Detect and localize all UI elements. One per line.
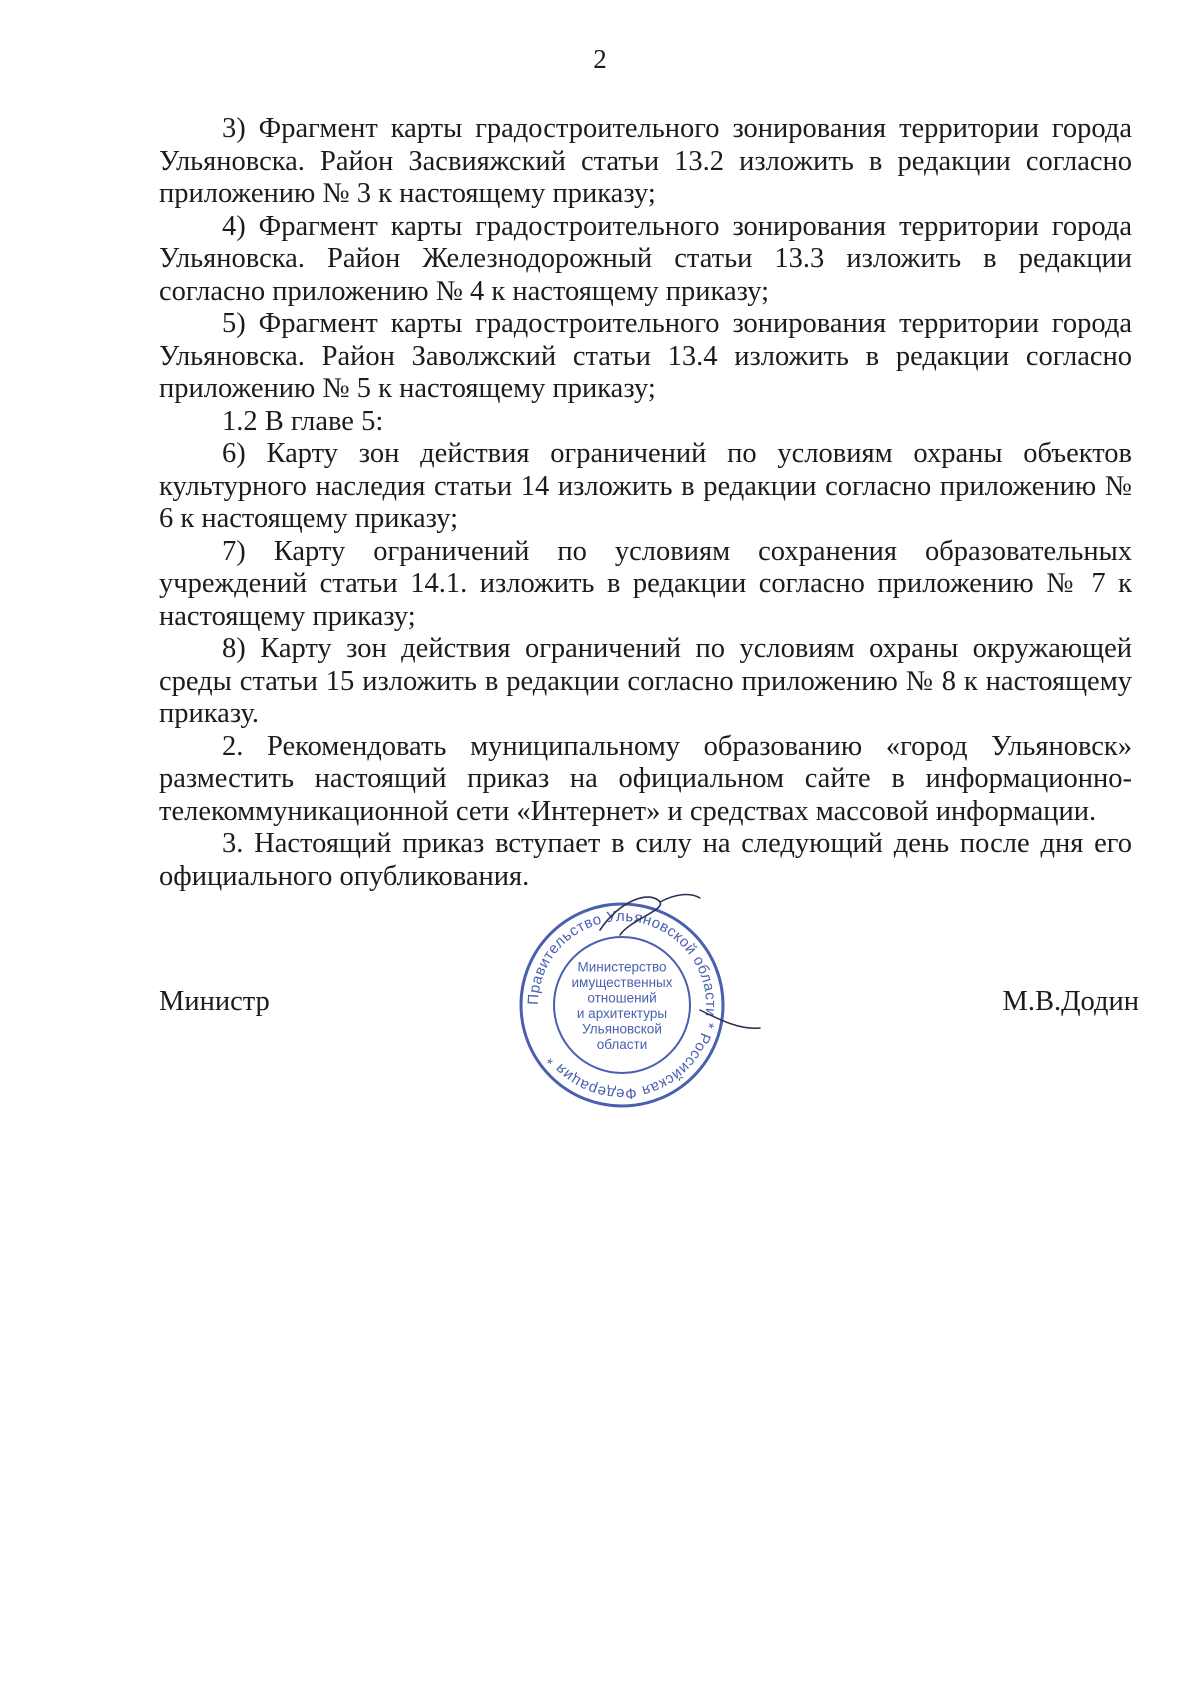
- chapter-5-heading: 1.2 В главе 5:: [222, 405, 384, 437]
- seal-inner-line: Ульяновской: [582, 1021, 662, 1037]
- paragraph-item-3: 3) Фрагмент карты градостроительного зонирования территории города Ульяновска. Район Засвияжский статьи 13.2 изложить в редакции согласно приложению № 3 к настоящему приказу;: [159, 113, 1132, 209]
- seal-inner-line: имущественных: [571, 974, 673, 990]
- document-body: [159, 113, 1132, 893]
- handwritten-signature: [560, 880, 780, 1080]
- paragraph-item-5: 5) Фрагмент карты градостроительного зонирования территории города Ульяновска. Район Заволжский статьи 13.4 изложить в редакции согласно приложению № 5 к настоящему приказу;: [159, 308, 1132, 404]
- paragraph-item-7: 7) Карту ограничений по условиям сохранения образовательных учреждений статьи 14.1. изложить в редакции согласно приложению № 7 к настоящему приказу;: [159, 535, 1132, 632]
- seal-inner-line: Министерство: [577, 959, 667, 975]
- paragraph-effective-date: 3. Настоящий приказ вступает в силу на следующий день после дня его официального опубликования.: [159, 828, 1132, 892]
- seal-inner-line: области: [596, 1036, 648, 1052]
- signatory-name: М.В.Додин: [1002, 986, 1139, 1017]
- paragraph-recommendation: 2. Рекомендовать муниципальному образованию «город Ульяновск» разместить настоящий приказ на официальном сайте в информационно-телекоммуникационной сети «Интернет» и средствах массовой информации.: [159, 730, 1132, 827]
- page-number: 2: [593, 44, 607, 74]
- paragraph-item-4: 4) Фрагмент карты градостроительного зонирования территории города Ульяновска. Район Железнодорожный статьи 13.3 изложить в редакции согласно приложению № 4 к настоящему приказу;: [159, 210, 1132, 307]
- signatory-title: Министр: [159, 986, 270, 1017]
- paragraph-item-6: 6) Карту зон действия ограничений по условиям охраны объектов культурного наследия статьи 14 изложить в редакции согласно приложению № 6 к настоящему приказу;: [159, 438, 1132, 534]
- paragraph-item-8: 8) Карту зон действия ограничений по условиям охраны окружающей среды статьи 15 изложить в редакции согласно приложению № 8 к настоящему приказу.: [159, 633, 1132, 729]
- seal-inner-line: и архитектуры: [576, 1005, 668, 1021]
- seal-inner-line: отношений: [587, 990, 657, 1006]
- seal-outer-text: Правительство Ульяновской области * Российская Федерация *: [524, 907, 720, 1103]
